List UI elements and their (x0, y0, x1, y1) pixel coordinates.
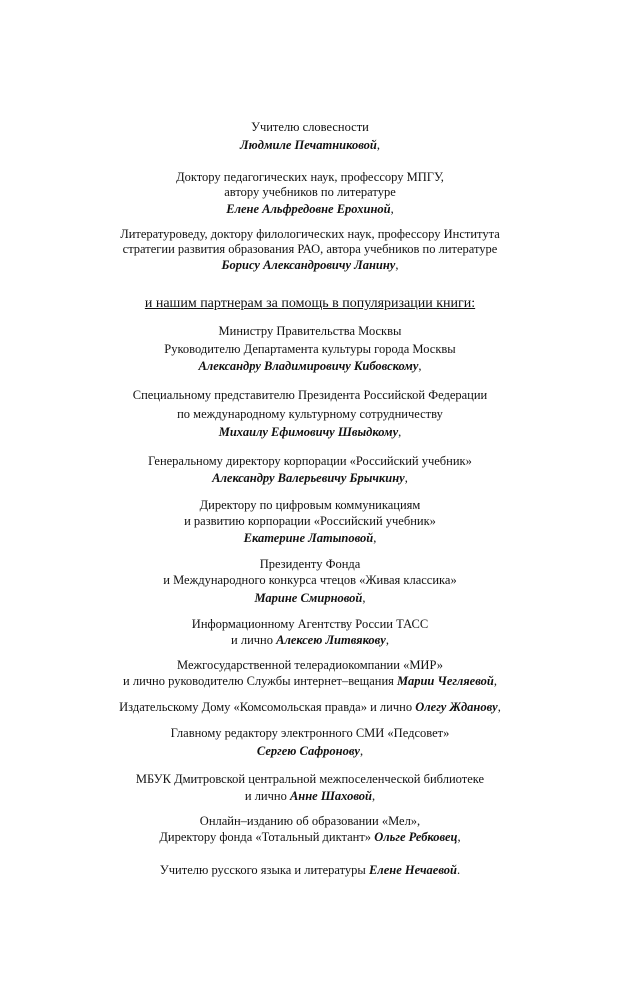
person-name: Екатерине Латыповой (243, 531, 374, 545)
punctuation: , (398, 425, 402, 439)
dedication-name-line (0, 137, 620, 153)
person-name: Людмиле Печатниковой (240, 138, 377, 152)
dedication-line: Доктору педагогических наук, профессору МПГУ, (176, 170, 444, 184)
dedication-text: Издательскому Дому «Комсомольская правда» и лично (119, 700, 416, 714)
dedication-line: Специальному представителю Президента Российской Федерации (132, 388, 488, 402)
dedication-name-line (0, 862, 620, 878)
dedication-name-line (0, 632, 620, 648)
dedication-name-line (0, 743, 620, 759)
dedication-line: Учителю словесности (251, 120, 369, 134)
dedication-line: Директору по цифровым коммуникациям (199, 498, 421, 512)
person-name: Анне Шаховой (289, 789, 372, 803)
punctuation: , (390, 202, 394, 216)
punctuation: , (372, 789, 376, 803)
person-name: Елене Нечаевой (368, 863, 457, 877)
dedication-name-line (0, 829, 620, 845)
dedication-name-line (0, 699, 620, 715)
dedication-line: Генеральному директору корпорации «Российский учебник» (148, 454, 472, 468)
dedication-line: Литературоведу, доктору филологических наук, профессору Института (120, 227, 500, 241)
dedication-line: Президенту Фонда (259, 557, 361, 571)
dedication-line: стратегии развития образования РАО, автора учебников по литературе (122, 242, 498, 256)
dedication-name-line (0, 590, 620, 606)
dedication-text: Учителю русского языка и литературы (159, 863, 369, 877)
partners-heading: и нашим партнерам за помощь в популяризации книги: (144, 296, 476, 311)
dedication-line: МБУК Дмитровской центральной межпоселенческой библиотеке (135, 772, 485, 786)
dedication-line: и Международного конкурса чтецов «Живая классика» (163, 573, 457, 587)
person-name: Елене Альфредовне Ерохиной (226, 202, 391, 216)
dedication-name-line (0, 201, 620, 217)
dedication-text: и лично (244, 789, 290, 803)
punctuation: , (418, 359, 422, 373)
person-name: Ольге Ребковец (374, 830, 458, 844)
punctuation: , (395, 258, 399, 272)
dedication-line: Информационному Агентству России ТАСС (191, 617, 429, 631)
punctuation: , (493, 674, 497, 688)
dedication-line: Главному редактору электронного СМИ «Педсовет» (170, 726, 450, 740)
dedication-line: Министру Правительства Москвы (218, 324, 402, 338)
dedication-line: по международному культурному сотрудничеству (177, 407, 443, 421)
person-name: Михаилу Ефимовичу Швыдкому (218, 425, 399, 439)
punctuation: , (497, 700, 501, 714)
punctuation: , (457, 830, 461, 844)
punctuation: , (404, 471, 408, 485)
dedication-name-line (0, 530, 620, 546)
dedication-line: Руководителю Департамента культуры города Москвы (164, 342, 456, 356)
dedication-name-line (0, 788, 620, 804)
punctuation: . (456, 863, 461, 877)
punctuation: , (362, 591, 366, 605)
dedication-name-line (0, 358, 620, 374)
dedication-name-line (0, 424, 620, 440)
dedication-name-line (0, 257, 620, 273)
person-name: Александру Владимировичу Кибовскому (198, 359, 419, 373)
person-name: Олегу Жданову (415, 700, 498, 714)
dedication-text: и лично (231, 633, 277, 647)
person-name: Марии Чегляевой (397, 674, 494, 688)
dedication-line: Межгосударственной телерадиокомпании «МИР» (177, 658, 443, 672)
person-name: Александру Валерьевичу Брычкину (212, 471, 405, 485)
punctuation: , (376, 138, 380, 152)
punctuation: , (373, 531, 377, 545)
person-name: Борису Александровичу Ланину (221, 258, 396, 272)
dedication-line: автору учебников по литературе (224, 185, 396, 199)
person-name: Алексею Литвякову (276, 633, 386, 647)
person-name: Сергею Сафронову (256, 744, 360, 758)
dedication-name-line (0, 673, 620, 689)
person-name: Марине Смирновой (254, 591, 363, 605)
dedication-name-line (0, 470, 620, 486)
dedication-text: и лично руководителю Службы интернет–вещания (123, 674, 398, 688)
punctuation: , (385, 633, 389, 647)
dedication-line: и развитию корпорации «Российский учебник» (184, 514, 436, 528)
dedication-text: Директору фонда «Тотальный диктант» (159, 830, 375, 844)
punctuation: , (359, 744, 364, 758)
dedication-line: Онлайн–изданию об образовании «Мел», (199, 814, 421, 828)
